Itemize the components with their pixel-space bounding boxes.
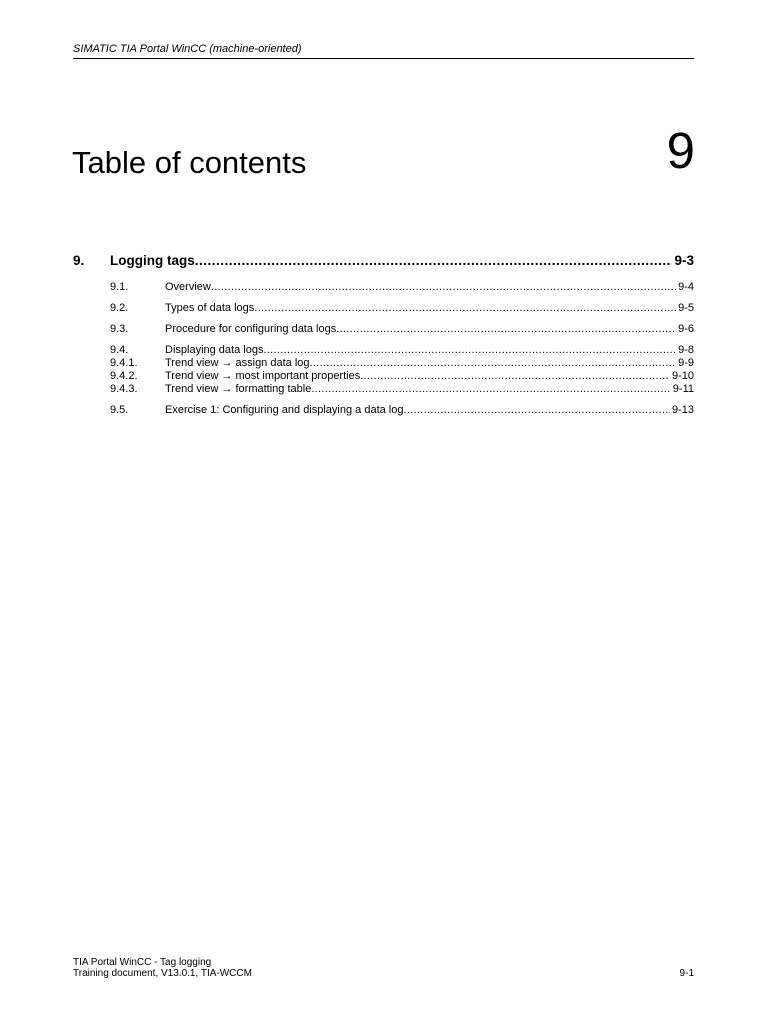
toc-entry-page: 9-6 [678,323,694,335]
toc-entry-number: 9.5. [110,404,129,416]
page-number: 9-1 [679,968,694,979]
toc-entry-page: 9-13 [671,404,694,416]
toc-dot-leader [336,323,676,336]
toc-entry-page: 9-3 [674,253,694,268]
toc-entry-number: 9.3. [110,323,129,335]
toc-entry[interactable] [73,383,694,396]
footer-document-title: TIA Portal WinCC - Tag logging [73,957,212,968]
toc-entry-page: 9-9 [678,357,694,369]
toc-entry[interactable] [73,370,694,383]
page-footer [73,957,694,979]
toc-entry-number: 9.1. [110,281,129,293]
toc-entry-title: Overview [165,281,211,293]
toc-entry-title: Trend view → most important properties [165,370,361,382]
footer-document-version: Training document, V13.0.1, TIA-WCCM [73,968,252,979]
toc-entry-number: 9.4. [110,344,129,356]
toc-entry-title: Trend view → assign data log [165,357,310,369]
toc-entry-number: 9.2. [110,302,129,314]
toc-dot-leader [211,281,676,294]
toc-entry-title: Trend view → formatting table [165,383,312,395]
toc-entry-title: Logging tags [110,253,195,268]
toc-entry[interactable] [73,281,694,294]
chapter-number: 9 [666,122,695,179]
toc-entry-page: 9-11 [672,383,694,395]
toc-entry-page: 9-8 [678,344,694,356]
running-header: SIMATIC TIA Portal WinCC (machine-oriented) [73,42,694,59]
toc-entry-title: Exercise 1: Configuring and displaying a data log [165,404,404,416]
toc-entry[interactable] [73,344,694,357]
toc-entry-title: Displaying data logs [165,344,264,356]
toc-entry[interactable] [73,302,694,315]
toc-entry[interactable] [73,323,694,336]
toc-dot-leader [195,250,673,271]
toc-entry-number: 9. [73,253,85,268]
toc-dot-leader [254,302,676,315]
toc-entry[interactable] [73,404,694,417]
toc-entry-number: 9.4.1. [110,357,138,369]
toc-dot-leader [310,357,677,370]
toc-entry[interactable] [73,250,694,271]
toc-entry[interactable] [73,357,694,370]
toc-entry-title: Types of data logs [165,302,255,314]
toc-entry-page: 9-5 [678,302,694,314]
toc-entry-number: 9.4.3. [110,383,138,395]
toc-dot-leader [311,383,670,396]
toc-entry-page: 9-4 [678,281,694,293]
page-title: Table of contents [72,145,307,180]
toc-entry-page: 9-10 [671,370,694,382]
table-of-contents [73,250,694,417]
toc-entry-title: Procedure for configuring data logs [165,323,337,335]
toc-dot-leader [360,370,670,383]
toc-entry-number: 9.4.2. [110,370,138,382]
toc-dot-leader [403,404,669,417]
toc-dot-leader [263,344,676,357]
